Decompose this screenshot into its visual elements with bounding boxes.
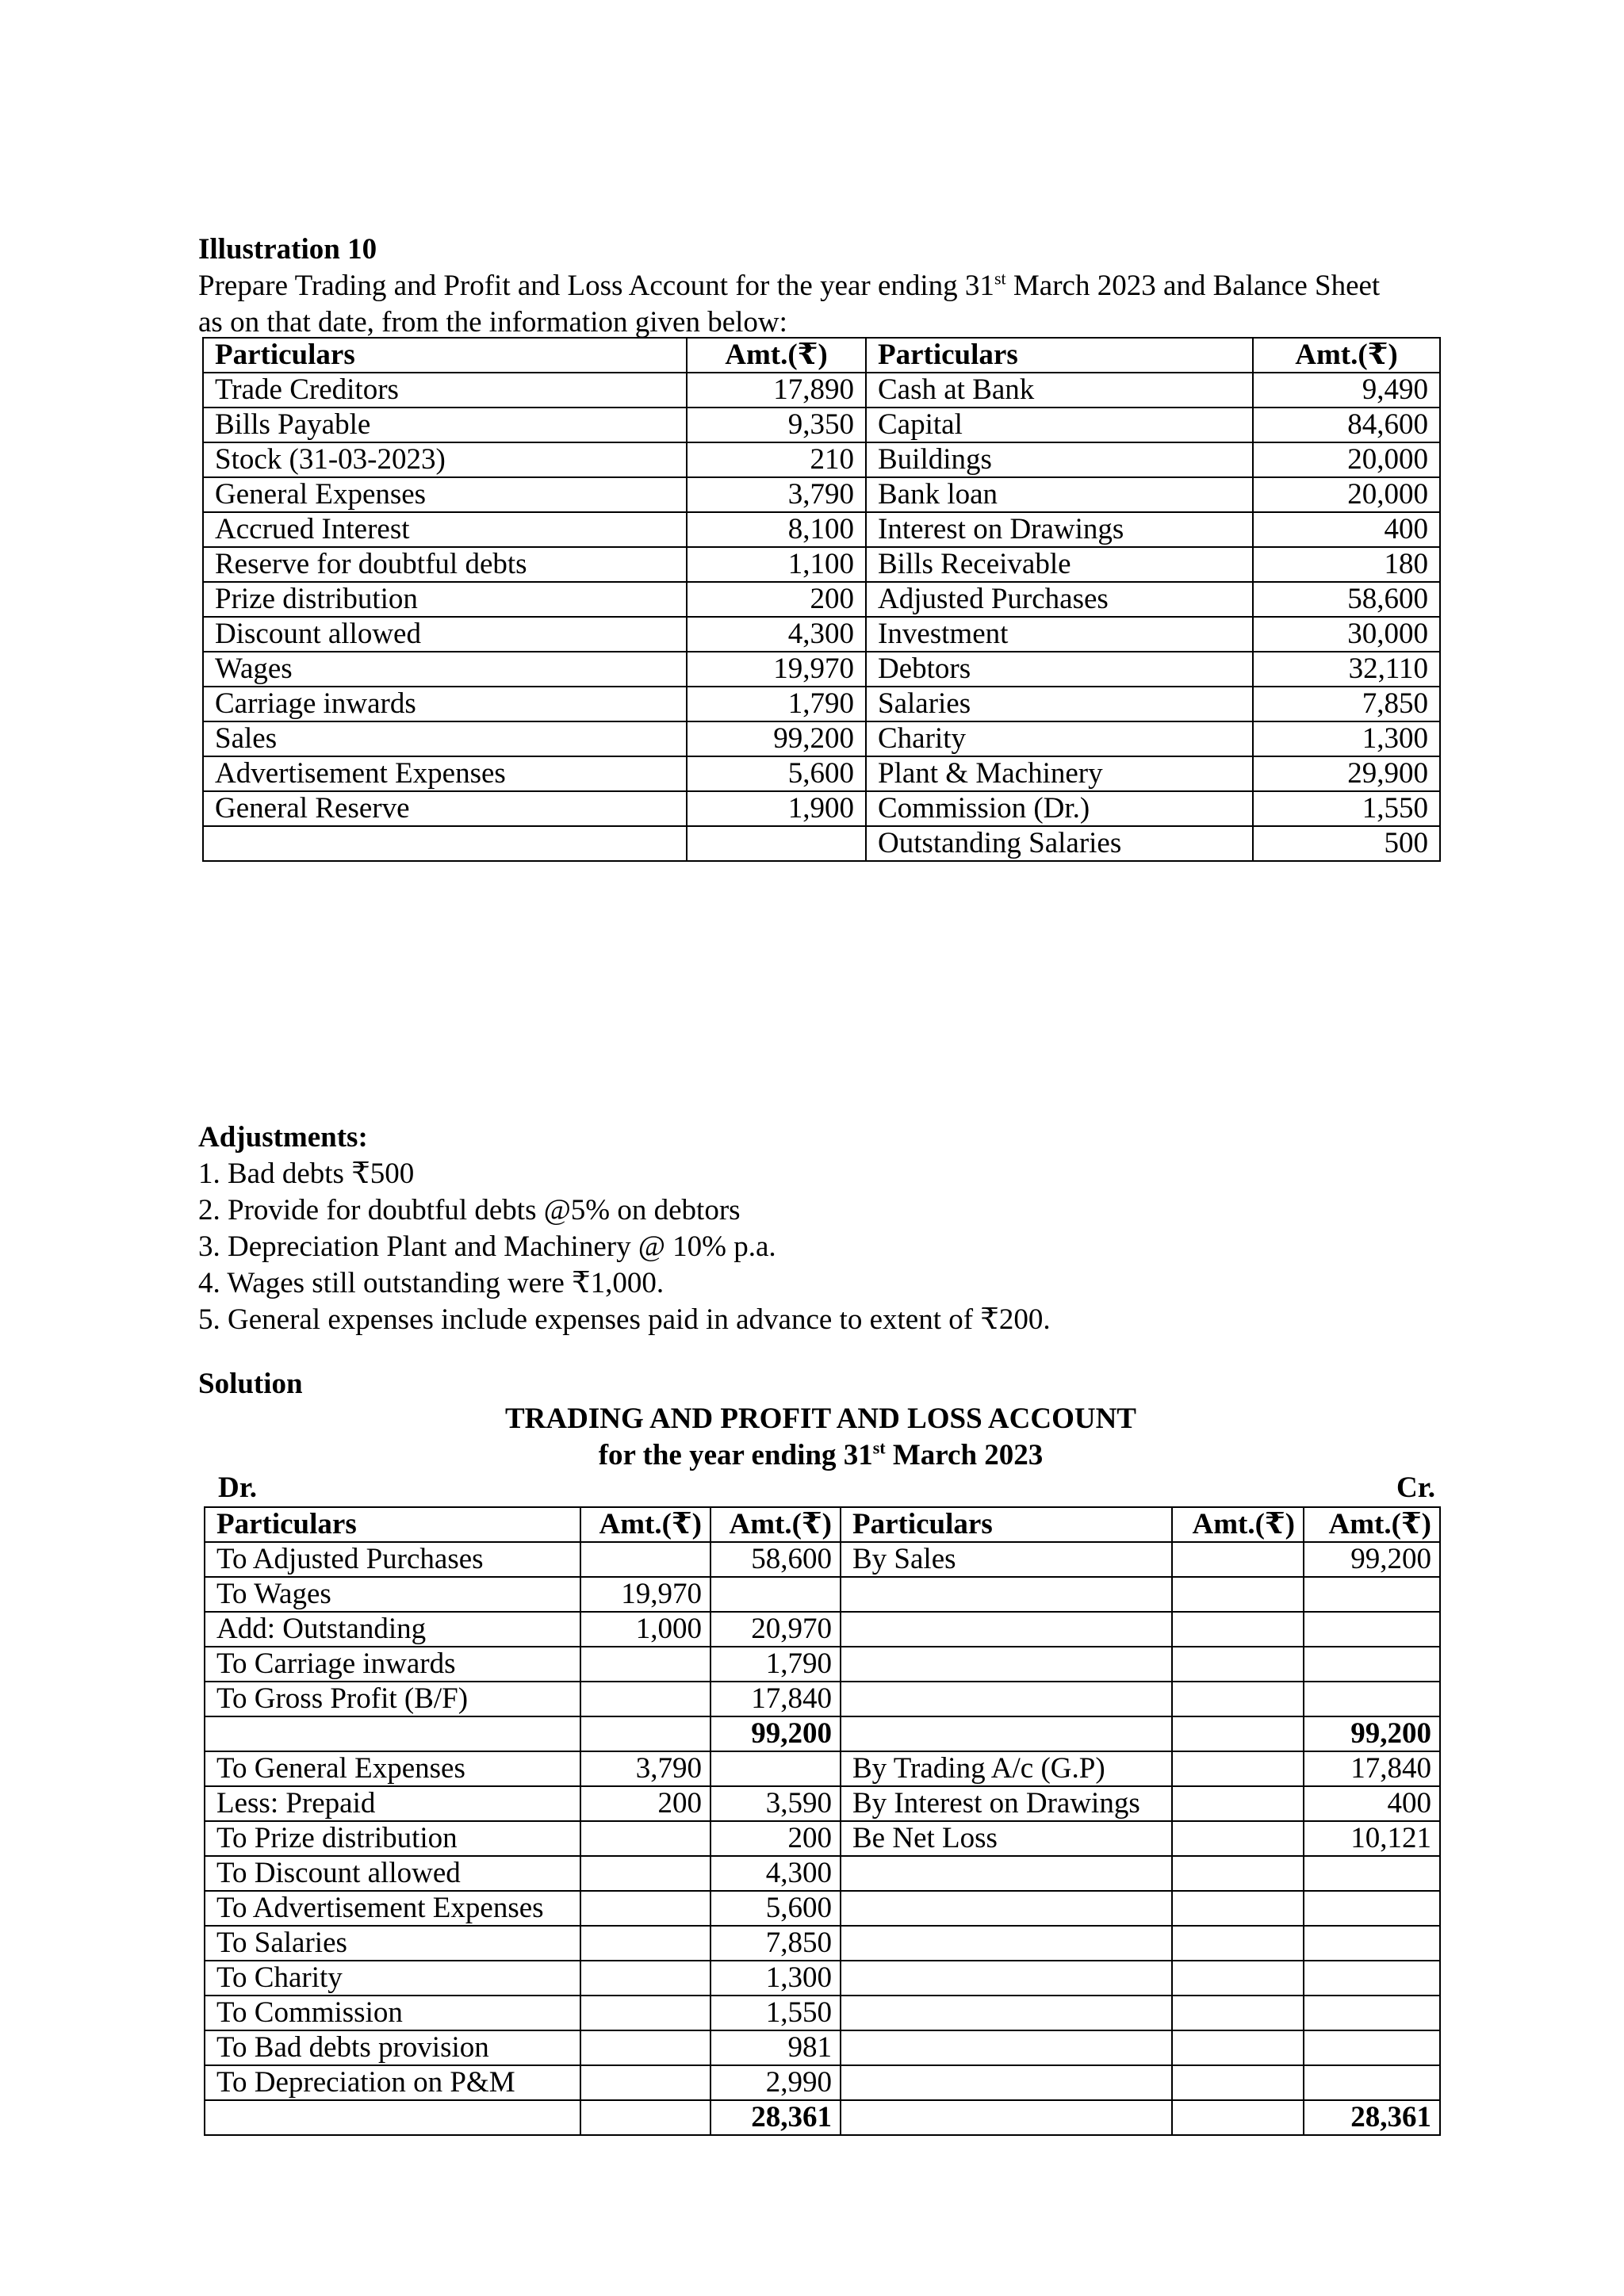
pl-table-row: [205, 1786, 1440, 1821]
pl-table-cell: [1172, 1996, 1304, 2030]
pl-table-cell: [1304, 1856, 1440, 1891]
account-title: TRADING AND PROFIT AND LOSS ACCOUNT: [505, 1402, 1136, 1435]
pl-table-row: [205, 1821, 1440, 1856]
pl-table-cell: 1,550: [710, 1996, 841, 2030]
pl-table-header: [205, 1507, 1440, 1542]
adjustment-item: 3. Depreciation Plant and Machinery @ 10% p.a.: [198, 1230, 776, 1263]
given-table-cell: 1,900: [687, 791, 866, 826]
given-table-cell: Trade Creditors: [203, 373, 687, 408]
given-table-cell: Investment: [866, 617, 1253, 652]
pl-table-cell: By Sales: [841, 1542, 1172, 1577]
account-subtitle: [198, 1437, 1443, 1474]
given-table-cell: 19,970: [687, 652, 866, 687]
pl-table-cell: [1304, 1682, 1440, 1716]
given-table-cell: [203, 826, 687, 861]
pl-table-cell: [1172, 1926, 1304, 1961]
given-table-row: [203, 721, 1440, 756]
given-table-cell: 7,850: [1253, 687, 1440, 721]
pl-table-cell: To Carriage inwards: [205, 1647, 580, 1682]
pl-table-cell: 19,970: [580, 1577, 710, 1612]
pl-table-cell: [1172, 2100, 1304, 2135]
pl-table-cell: [1304, 1612, 1440, 1647]
given-table-cell: 1,100: [687, 547, 866, 582]
given-table-cell: 9,350: [687, 408, 866, 442]
pl-table-cell: [580, 1542, 710, 1577]
pl-table-cell: [841, 2030, 1172, 2065]
pl-table-cell: [580, 1716, 710, 1751]
given-table-cell: Accrued Interest: [203, 512, 687, 547]
given-table-cell: Bank loan: [866, 477, 1253, 512]
pl-table-cell: [841, 1612, 1172, 1647]
given-table-row: [203, 547, 1440, 582]
pl-table-cell: 7,850: [710, 1926, 841, 1961]
given-table-cell: 20,000: [1253, 477, 1440, 512]
given-table-cell: Cash at Bank: [866, 373, 1253, 408]
pl-table-cell: [1304, 1996, 1440, 2030]
given-table-row: [203, 477, 1440, 512]
given-table-cell: 400: [1253, 512, 1440, 547]
given-table-cell: Interest on Drawings: [866, 512, 1253, 547]
intro-superscript: st: [994, 268, 1006, 289]
given-table-cell: 17,890: [687, 373, 866, 408]
pl-table-row: [205, 1542, 1440, 1577]
pl-table-cell: [1304, 2065, 1440, 2100]
pl-header-cell: Amt.(₹): [1304, 1507, 1440, 1542]
pl-table-row: [205, 1577, 1440, 1612]
given-table-cell: Stock (31-03-2023): [203, 442, 687, 477]
given-table-cell: 1,300: [1253, 721, 1440, 756]
adjustments-title: Adjustments:: [198, 1121, 368, 1154]
trading-pl-account-table: [204, 1506, 1441, 2136]
pl-table-cell: 99,200: [710, 1716, 841, 1751]
given-table-cell: General Reserve: [203, 791, 687, 826]
account-heading: [198, 1401, 1443, 1474]
pl-table-cell: [1304, 1647, 1440, 1682]
pl-table-cell: 28,361: [1304, 2100, 1440, 2135]
pl-table-cell: [580, 1647, 710, 1682]
pl-table-cell: [841, 1926, 1172, 1961]
given-table-cell: Bills Payable: [203, 408, 687, 442]
given-table-row: [203, 652, 1440, 687]
adjustments-list: [198, 1156, 1051, 1338]
pl-table-cell: [841, 1961, 1172, 1996]
pl-table-cell: [710, 1577, 841, 1612]
given-table-body: [203, 373, 1440, 861]
given-table-cell: 1,790: [687, 687, 866, 721]
given-header-cell: Amt.(₹): [1253, 338, 1440, 373]
pl-table-cell: [841, 1856, 1172, 1891]
pl-table-cell: 99,200: [1304, 1716, 1440, 1751]
pl-table-row: [205, 1891, 1440, 1926]
given-table-row: [203, 756, 1440, 791]
pl-table-cell: [1172, 1577, 1304, 1612]
pl-header-cell: Amt.(₹): [1172, 1507, 1304, 1542]
pl-table-row: [205, 2030, 1440, 2065]
given-table-row: [203, 442, 1440, 477]
pl-table-cell: 2,990: [710, 2065, 841, 2100]
debit-label: Dr.: [218, 1471, 257, 1504]
given-table-cell: Sales: [203, 721, 687, 756]
pl-table-cell: [580, 2065, 710, 2100]
pl-table-cell: 5,600: [710, 1891, 841, 1926]
pl-table-cell: To Gross Profit (B/F): [205, 1682, 580, 1716]
pl-table-cell: [841, 1647, 1172, 1682]
pl-table-cell: [580, 1891, 710, 1926]
pl-table-row: [205, 2065, 1440, 2100]
pl-table-cell: [710, 1751, 841, 1786]
pl-table-cell: 1,000: [580, 1612, 710, 1647]
given-table-cell: Capital: [866, 408, 1253, 442]
pl-table-cell: 20,970: [710, 1612, 841, 1647]
pl-header-cell: Amt.(₹): [580, 1507, 710, 1542]
pl-table-cell: [580, 2100, 710, 2135]
pl-header-cell: Particulars: [205, 1507, 580, 1542]
pl-table-cell: 99,200: [1304, 1542, 1440, 1577]
pl-table-cell: [1172, 1542, 1304, 1577]
pl-table-cell: [841, 1996, 1172, 2030]
pl-table-cell: 200: [580, 1786, 710, 1821]
pl-table-row: [205, 1612, 1440, 1647]
pl-table-row: [205, 1961, 1440, 1996]
pl-table-cell: 400: [1304, 1786, 1440, 1821]
document-page: [198, 232, 1443, 2133]
given-table-row: [203, 373, 1440, 408]
pl-table-cell: [841, 1891, 1172, 1926]
pl-table-cell: Less: Prepaid: [205, 1786, 580, 1821]
illustration-title: Illustration 10: [198, 233, 377, 266]
given-balances-table: [202, 337, 1441, 862]
pl-table-cell: By Trading A/c (G.P): [841, 1751, 1172, 1786]
pl-table-cell: [205, 2100, 580, 2135]
pl-table-row: [205, 1751, 1440, 1786]
given-table-cell: 58,600: [1253, 582, 1440, 617]
adjustment-item: 4. Wages still outstanding were ₹1,000.: [198, 1267, 665, 1299]
given-table-cell: Salaries: [866, 687, 1253, 721]
pl-table-cell: To Wages: [205, 1577, 580, 1612]
pl-table-row: [205, 1856, 1440, 1891]
pl-table-cell: [841, 1716, 1172, 1751]
adjustment-item: 2. Provide for doubtful debts @5% on debtors: [198, 1194, 741, 1226]
pl-table-row: [205, 1926, 1440, 1961]
given-table-cell: 5,600: [687, 756, 866, 791]
pl-table-cell: [1172, 2030, 1304, 2065]
pl-table-cell: [1172, 1961, 1304, 1996]
given-table-row: [203, 791, 1440, 826]
pl-table-cell: 17,840: [1304, 1751, 1440, 1786]
pl-table-cell: 200: [710, 1821, 841, 1856]
given-table-cell: Discount allowed: [203, 617, 687, 652]
given-table-cell: 3,790: [687, 477, 866, 512]
pl-table-row: [205, 2100, 1440, 2135]
given-table-row: [203, 687, 1440, 721]
pl-table-cell: To Commission: [205, 1996, 580, 2030]
pl-table-cell: [580, 1856, 710, 1891]
pl-table-cell: [580, 2030, 710, 2065]
intro-text-line2: as on that date, from the information given below:: [198, 306, 787, 339]
given-table-cell: Commission (Dr.): [866, 791, 1253, 826]
given-table-cell: 200: [687, 582, 866, 617]
pl-table-cell: [1304, 2030, 1440, 2065]
subtitle-text-continued: March 2023: [885, 1439, 1044, 1471]
given-table-cell: 99,200: [687, 721, 866, 756]
intro-text-continued: March 2023 and Balance Sheet: [1005, 270, 1381, 302]
pl-table-row: [205, 1716, 1440, 1751]
pl-header-cell: Amt.(₹): [710, 1507, 841, 1542]
pl-table-cell: To Prize distribution: [205, 1821, 580, 1856]
pl-table-cell: [1304, 1891, 1440, 1926]
given-table-cell: 29,900: [1253, 756, 1440, 791]
pl-table-cell: To Bad debts provision: [205, 2030, 580, 2065]
given-table-row: [203, 617, 1440, 652]
adjustment-item: 1. Bad debts ₹500: [198, 1158, 415, 1190]
given-header-cell: Amt.(₹): [687, 338, 866, 373]
given-table-cell: 4,300: [687, 617, 866, 652]
pl-table-cell: [1172, 1751, 1304, 1786]
given-table-row: [203, 408, 1440, 442]
intro-text: Prepare Trading and Profit and Loss Account for the year ending 31: [198, 270, 994, 302]
pl-table-cell: 4,300: [710, 1856, 841, 1891]
given-table-cell: [687, 826, 866, 861]
given-header-cell: Particulars: [203, 338, 687, 373]
pl-table-cell: [580, 1961, 710, 1996]
pl-table-row: [205, 1647, 1440, 1682]
given-table-cell: 30,000: [1253, 617, 1440, 652]
given-table-cell: 9,490: [1253, 373, 1440, 408]
pl-table-cell: To Discount allowed: [205, 1856, 580, 1891]
solution-label: Solution: [198, 1368, 303, 1400]
pl-table-body: [205, 1542, 1440, 2135]
given-table-cell: 8,100: [687, 512, 866, 547]
pl-table-row: [205, 1996, 1440, 2030]
pl-table-cell: [1172, 1647, 1304, 1682]
pl-table-cell: 17,840: [710, 1682, 841, 1716]
given-table-cell: 20,000: [1253, 442, 1440, 477]
given-table-cell: Charity: [866, 721, 1253, 756]
pl-table-cell: 981: [710, 2030, 841, 2065]
given-table-cell: Buildings: [866, 442, 1253, 477]
given-table-row: [203, 512, 1440, 547]
given-table-cell: General Expenses: [203, 477, 687, 512]
given-table-header: [203, 338, 1440, 373]
pl-table-cell: [1172, 2065, 1304, 2100]
pl-table-cell: Add: Outstanding: [205, 1612, 580, 1647]
pl-table-cell: [1172, 1786, 1304, 1821]
pl-table-cell: [1172, 1891, 1304, 1926]
pl-table-cell: 3,590: [710, 1786, 841, 1821]
pl-table-cell: [1172, 1612, 1304, 1647]
dr-cr-labels: [218, 1471, 1435, 1505]
pl-table-cell: [580, 1821, 710, 1856]
pl-header-cell: Particulars: [841, 1507, 1172, 1542]
pl-table-cell: To Charity: [205, 1961, 580, 1996]
pl-table-cell: 3,790: [580, 1751, 710, 1786]
pl-table-cell: To Salaries: [205, 1926, 580, 1961]
subtitle-superscript: st: [872, 1437, 886, 1458]
pl-table-cell: To Advertisement Expenses: [205, 1891, 580, 1926]
pl-table-cell: 10,121: [1304, 1821, 1440, 1856]
pl-table-cell: [1304, 1577, 1440, 1612]
given-table-cell: 210: [687, 442, 866, 477]
given-table-cell: Reserve for doubtful debts: [203, 547, 687, 582]
pl-table-cell: [1304, 1926, 1440, 1961]
adjustment-item: 5. General expenses include expenses paid in advance to extent of ₹200.: [198, 1303, 1051, 1336]
pl-table-cell: [1304, 1961, 1440, 1996]
pl-table-cell: [580, 1682, 710, 1716]
pl-table-cell: [841, 1682, 1172, 1716]
subtitle-text: for the year ending 31: [598, 1439, 873, 1471]
given-table-row: [203, 826, 1440, 861]
pl-table-cell: 28,361: [710, 2100, 841, 2135]
pl-table-row: [205, 1682, 1440, 1716]
pl-table-cell: To Adjusted Purchases: [205, 1542, 580, 1577]
pl-table-cell: [841, 1577, 1172, 1612]
given-table-cell: 84,600: [1253, 408, 1440, 442]
pl-table-cell: [1172, 1856, 1304, 1891]
given-table-cell: Plant & Machinery: [866, 756, 1253, 791]
given-table-cell: Prize distribution: [203, 582, 687, 617]
pl-table-cell: [1172, 1716, 1304, 1751]
given-table-cell: Debtors: [866, 652, 1253, 687]
pl-table-cell: By Interest on Drawings: [841, 1786, 1172, 1821]
given-table-cell: 1,550: [1253, 791, 1440, 826]
given-table-cell: 500: [1253, 826, 1440, 861]
question-intro: [198, 268, 1443, 341]
given-table-cell: Adjusted Purchases: [866, 582, 1253, 617]
given-table-cell: Carriage inwards: [203, 687, 687, 721]
pl-table-cell: Be Net Loss: [841, 1821, 1172, 1856]
given-table-cell: 180: [1253, 547, 1440, 582]
pl-table-cell: To Depreciation on P&M: [205, 2065, 580, 2100]
pl-table-cell: [1172, 1821, 1304, 1856]
given-table-cell: Bills Receivable: [866, 547, 1253, 582]
pl-table-cell: [841, 2100, 1172, 2135]
pl-table-cell: [841, 2065, 1172, 2100]
pl-table-cell: [580, 1996, 710, 2030]
given-table-cell: Wages: [203, 652, 687, 687]
pl-table-cell: [205, 1716, 580, 1751]
pl-table-cell: 1,790: [710, 1647, 841, 1682]
given-header-cell: Particulars: [866, 338, 1253, 373]
pl-table-cell: [580, 1926, 710, 1961]
given-table-cell: 32,110: [1253, 652, 1440, 687]
credit-label: Cr.: [1396, 1471, 1435, 1504]
given-table-cell: Advertisement Expenses: [203, 756, 687, 791]
pl-table-cell: [1172, 1682, 1304, 1716]
given-table-row: [203, 582, 1440, 617]
given-table-cell: Outstanding Salaries: [866, 826, 1253, 861]
pl-table-cell: 58,600: [710, 1542, 841, 1577]
pl-table-cell: To General Expenses: [205, 1751, 580, 1786]
pl-table-cell: 1,300: [710, 1961, 841, 1996]
